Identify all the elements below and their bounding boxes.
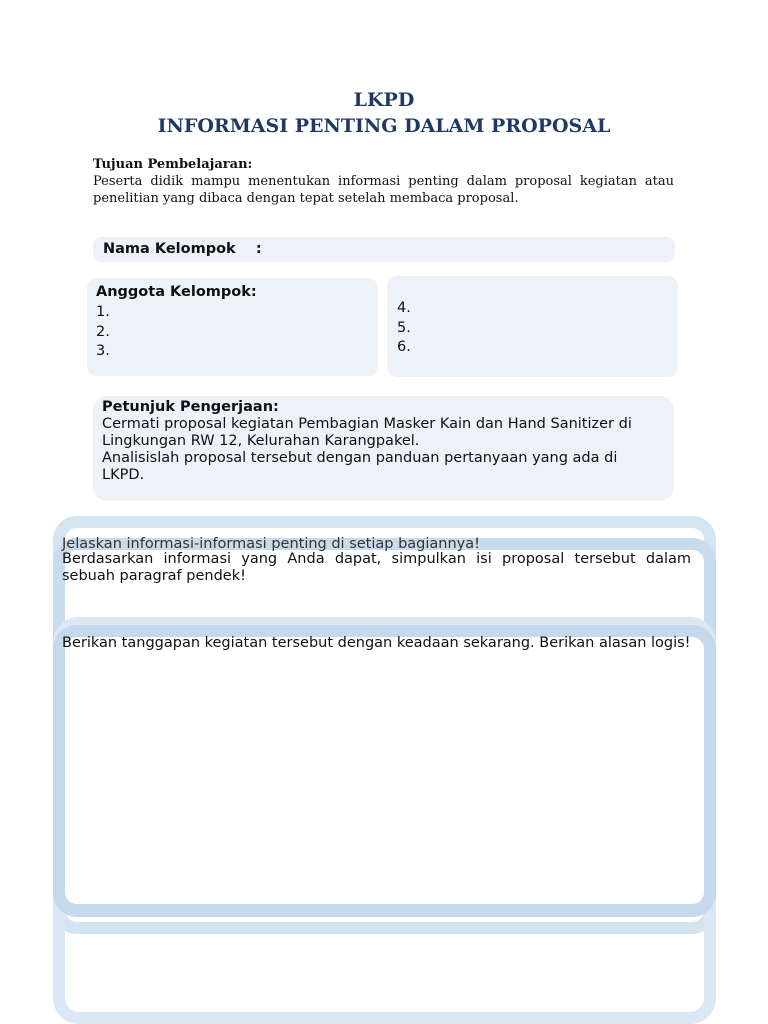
objective-text: Peserta didik mampu menentukan informasi penting dalam proposal kegiatan atau penelitian yang dibaca dengan tepat setelah membaca proposal.	[93, 174, 674, 206]
question-3: Berikan tanggapan kegiatan tersebut dengan keadaan sekarang. Berikan alasan logis!	[62, 635, 691, 651]
document-subtitle: INFORMASI PENTING DALAM PROPOSAL	[157, 115, 611, 137]
objective-label: Tujuan Pembelajaran:	[93, 157, 253, 172]
instructions	[102, 399, 662, 484]
member-item: 3.	[96, 343, 110, 359]
members-box-right[interactable]	[387, 276, 678, 377]
answer-frame-4[interactable]	[53, 625, 716, 917]
learning-objective	[93, 156, 674, 207]
instructions-label: Petunjuk Pengerjaan:	[102, 399, 279, 415]
question-1: Jelaskan informasi-informasi penting di setiap bagiannya!	[62, 536, 480, 552]
member-item: 5.	[397, 319, 411, 336]
members-list-left	[96, 303, 110, 362]
question-2: Berdasarkan informasi yang Anda dapat, simpulkan isi proposal tersebut dalam sebuah paragraf pendek!	[62, 551, 691, 584]
members-label: Anggota Kelompok:	[96, 284, 257, 300]
member-item: 1.	[96, 304, 110, 320]
member-item: 4.	[397, 300, 411, 316]
instructions-line: Cermati proposal kegiatan Pembagian Masker Kain dan Hand Sanitizer di Lingkungan RW 12, Kelurahan Karangpakel.	[102, 416, 632, 449]
member-item: 6.	[397, 339, 411, 355]
document-title: LKPD	[353, 89, 415, 111]
members-list-right	[397, 299, 411, 358]
member-item: 2.	[96, 323, 110, 340]
group-name-label: Nama Kelompok :	[103, 241, 262, 257]
instructions-line: Analisislah proposal tersebut dengan panduan pertanyaan yang ada di LKPD.	[102, 450, 618, 483]
